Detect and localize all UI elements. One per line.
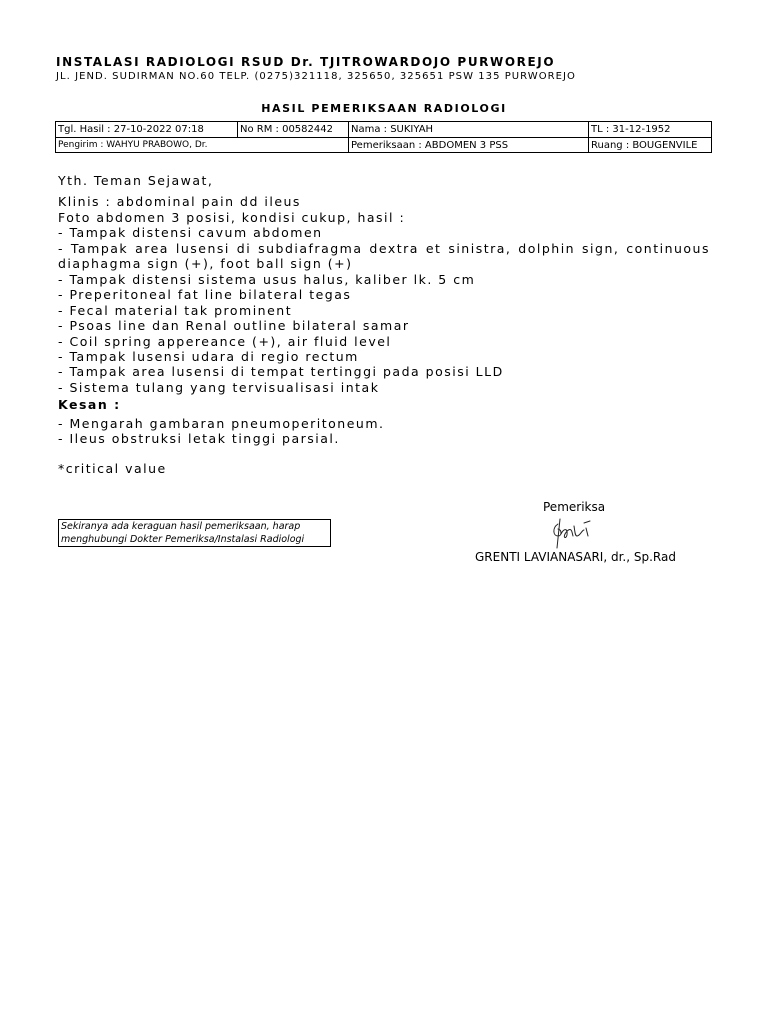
disclaimer-box: [58, 519, 331, 547]
finding-item: - Coil spring appereance (+), air fluid level: [58, 333, 392, 349]
disclaimer-line: menghubungi Dokter Pemeriksa/Instalasi Radiologi: [61, 534, 305, 545]
handwritten-signature: [544, 514, 604, 550]
report-title: HASIL PEMERIKSAAN RADIOLOGI: [261, 102, 507, 115]
finding-item: - Tampak area lusensi di tempat tertinggi pada posisi LLD: [58, 364, 504, 380]
birth-date: TL : 31-12-1952: [588, 122, 711, 137]
clinical-info: Klinis : abdominal pain dd ileus: [58, 194, 301, 210]
exam-intro: Foto abdomen 3 posisi, kondisi cukup, hasil :: [58, 209, 406, 225]
spacer: [58, 447, 710, 461]
examiner-label: Pemeriksa: [543, 500, 606, 514]
finding-item: - Fecal material tak prominent: [58, 302, 293, 318]
finding-item: - Psoas line dan Renal outline bilateral samar: [58, 318, 410, 334]
finding-item: - Sistema tulang yang tervisualisasi intak: [58, 379, 380, 395]
finding-item: - Tampak lusensi udara di regio rectum: [58, 348, 359, 364]
finding-item: - Tampak distensi cavum abdomen: [58, 225, 323, 241]
greeting: Yth. Teman Sejawat,: [58, 173, 214, 188]
finding-item: - Tampak distensi sistema usus halus, kaliber lk. 5 cm: [58, 271, 476, 287]
impression-item: - Mengarah gambaran pneumoperitoneum.: [58, 415, 385, 431]
examination: Pemeriksaan : ABDOMEN 3 PSS: [348, 138, 588, 152]
medical-record-number: No RM : 00582442: [237, 122, 348, 137]
ward-room: Ruang : BOUGENVILE: [588, 138, 711, 152]
referring-doctor: Pengirim : WAHYU PRABOWO, Dr.: [58, 140, 208, 150]
finding-item: - Tampak area lusensi di subdiafragma dextra et sinistra, dolphin sign, continuous diaphagma sign (+), foot ball sign (+): [58, 240, 710, 272]
doctor-name: GRENTI LAVIANASARI, dr., Sp.Rad: [475, 550, 676, 564]
disclaimer-line: Sekiranya ada keraguan hasil pemeriksaan, harap: [61, 521, 301, 532]
impression-heading: Kesan :: [58, 397, 121, 413]
hospital-address: JL. JEND. SUDIRMAN NO.60 TELP. (0275)321118, 325650, 325651 PSW 135 PURWOREJO: [56, 71, 576, 82]
critical-value-note: *critical value: [58, 460, 167, 476]
hospital-name: INSTALASI RADIOLOGI RSUD Dr. TJITROWARDOJO PURWOREJO: [56, 55, 556, 69]
patient-name: Nama : SUKIYAH: [348, 122, 588, 137]
finding-item: - Preperitoneal fat line bilateral tegas: [58, 287, 352, 303]
report-body: [58, 173, 710, 476]
patient-info-table: [55, 121, 712, 153]
impression-item: - Ileus obstruksi letak tinggi parsial.: [58, 431, 340, 447]
result-date: Tgl. Hasil : 27-10-2022 07:18: [58, 124, 204, 135]
